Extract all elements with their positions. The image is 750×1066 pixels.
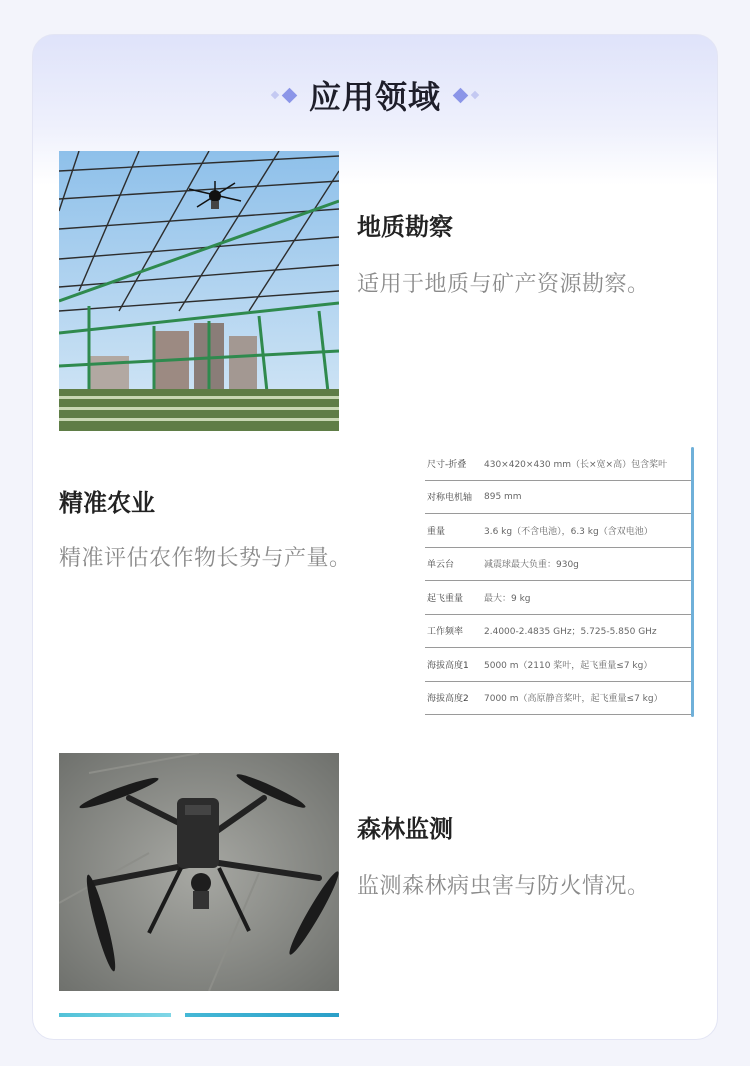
spec-row: 单云台 减震球最大负重：930g [425, 548, 693, 582]
spec-row: 起飞重量 最大：9 kg [425, 581, 693, 615]
spec-row: 海拔高度1 5000 m（2110 桨叶，起飞重量≤7 kg） [425, 648, 693, 682]
bottom-strip [59, 1013, 339, 1017]
right-diamond-icon [455, 90, 478, 101]
quadcopter-drone-photo [59, 753, 339, 991]
item-title-forest: 森林监测 [357, 815, 453, 843]
spec-table [425, 447, 693, 717]
spec-row: 工作频率 2.4000-2.4835 GHz；5.725-5.850 GHz [425, 615, 693, 649]
application-card [32, 34, 718, 1040]
item-title-geology: 地质勘察 [357, 213, 453, 241]
section-title: 应用领域 [308, 78, 441, 116]
spec-row: 尺寸-折叠 430×420×430 mm（长×宽×高）包含桨叶 [425, 447, 693, 481]
left-diamond-icon [272, 90, 295, 101]
item-desc-geology: 适用于地质与矿产资源勘察。 [357, 272, 650, 297]
greenhouse-drone-photo [59, 151, 339, 431]
spec-scrollbar[interactable] [691, 447, 694, 717]
spec-row: 海拔高度2 7000 m（高原静音桨叶，起飞重量≤7 kg） [425, 682, 693, 716]
item-desc-forest: 监测森林病虫害与防火情况。 [357, 874, 650, 899]
section-header [33, 73, 717, 117]
spec-row: 对称电机轴 895 mm [425, 481, 693, 515]
item-desc-agriculture: 精准评估农作物长势与产量。 [59, 546, 352, 571]
spec-row: 重量 3.6 kg（不含电池），6.3 kg（含双电池） [425, 514, 693, 548]
item-title-agriculture: 精准农业 [59, 489, 155, 517]
